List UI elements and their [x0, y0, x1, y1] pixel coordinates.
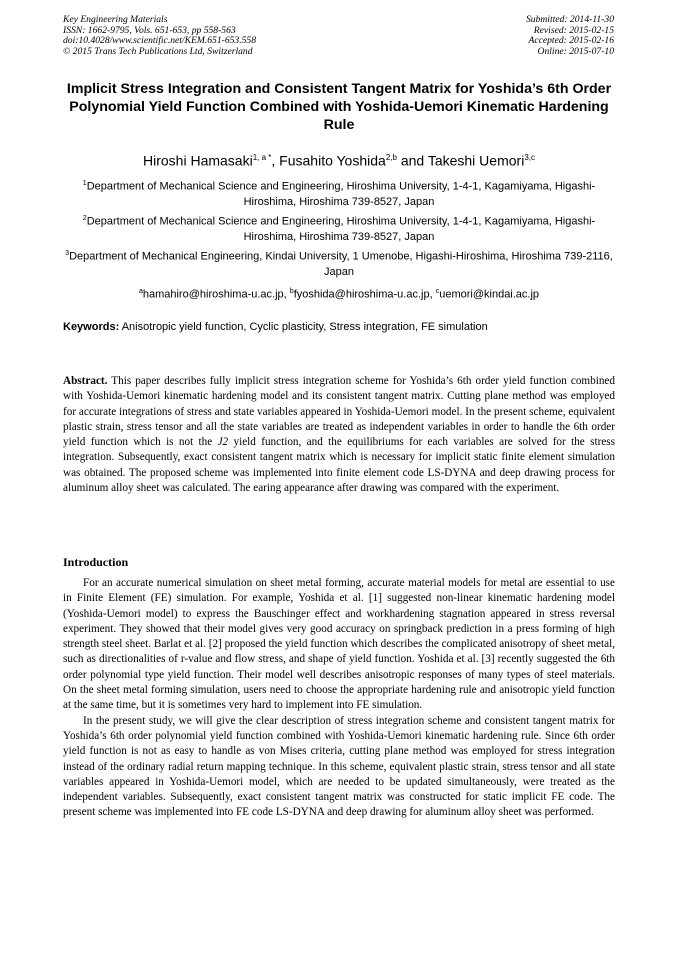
submitted-date: Submitted: 2014-11-30: [525, 14, 614, 25]
j2-symbol: J2: [217, 436, 229, 449]
abstract-text: This paper describes fully implicit stress integration scheme for Yoshida’s 6th order yield function combined with Yoshida-Uemori kinematic hardening model and its consistent tangent matrix. Cutting plane method was employed for accurate integrations of stress and state variables appeared in Yoshida-Uemori model. In the present scheme, equivalent plastic strain, stress tensor and all the state variables are treated as independent variables in order to handle the 6th order yield function which is not the: [63, 375, 615, 449]
affiliation-text: Department of Mechanical Engineering, Kindai University, 1 Umenobe, Higashi-Hiroshima, Hiroshima 739-2116, Japan: [69, 250, 613, 279]
affiliation-mark: 1: [82, 180, 87, 187]
affiliation: [63, 211, 615, 246]
email-list: $^a$hamahiro@hiroshima-u.ac.jp, $^b$fyoshida@hiroshima-u.ac.jp, $^c$uemori@kindai.ac.jp: [138, 288, 540, 301]
author-affiliation-mark: 3,c: [524, 153, 535, 162]
affiliation-mark: 2: [82, 215, 87, 222]
author-separator: ,: [271, 152, 280, 169]
email-address[interactable]: uemori@kindai.ac.jp: [439, 288, 540, 301]
author-list: [63, 149, 615, 170]
affiliation-text: Department of Mechanical Science and Engineering, Hiroshima University, 1-4-1, Kagamiyama, Higashi-Hiroshima, Hiroshima 739-8527, Japan: [86, 180, 596, 209]
journal-name: Key Engineering Materials: [63, 14, 168, 25]
author-affiliation-mark: 1, a *: [252, 153, 272, 162]
introduction-body: [63, 576, 615, 821]
email-address[interactable]: hamahiro@hiroshima-u.ac.jp: [142, 288, 284, 301]
affiliation: [63, 176, 615, 211]
introduction-heading: Introduction: [63, 555, 129, 569]
keywords-section: [63, 320, 615, 334]
keywords-text: Anisotropic yield function, Cyclic plasticity, Stress integration, FE simulation: [121, 321, 488, 333]
revised-date: Revised: 2015-02-15: [533, 24, 614, 36]
email-mark: c: [435, 288, 440, 295]
keywords-label: Keywords:: [63, 321, 120, 333]
online-date: Online: 2015-07-10: [537, 45, 614, 57]
doi-line[interactable]: doi:10.4028/www.scientific.net/KEM.651-653.558: [63, 35, 257, 47]
journal-info: [63, 15, 256, 57]
introduction-paragraph: For an accurate numerical simulation on sheet metal forming, accurate material models for metal are essential to use in Finite Element (FE) simulation. For example, Yoshida et al. [1] suggested non-linear kinematic hardening model (Yoshida-Uemori model) to express the Bauschinger effect and workhardening stagnation appeared in stress reversal experiment. They showed that their model gives very good accuracy on springback prediction in a press forming of high strength steel sheet. Barlat et al. [2] proposed the yield function which describes the complicated anisotropy of sheet metal, such as directionalities of r-value and flow stress, and shape of yield function. Yoshida et al. [3] recently suggested the 6th order polynomial type yield function. Their model well describes anisotropic responses of many types of steel materials. On the sheet metal forming simulation, users need to choose the appropriate hardening rule and anisotropic yield function at the same time, but it is sometimes very hard to implement into FE simulation.: [63, 577, 615, 712]
abstract-text-continued: yield function, and the equilibriums for each variables are solved for the stress integration. Subsequently, exact consistent tangent matrix which is necessary for implicit static finite element simulation was obtained. The proposed scheme was implemented into finite element code LS-DYNA and deep drawing process for aluminum alloy sheet was calculated. The earing appearance after drawing was compared with the experiment.: [63, 436, 615, 495]
submission-dates: [526, 15, 614, 57]
email-mark: b: [289, 288, 294, 295]
affiliation: [63, 246, 615, 281]
affiliation-mark: 3: [65, 250, 70, 257]
affiliation-text: Department of Mechanical Science and Engineering, Hiroshima University, 1-4-1, Kagamiyama, Higashi-Hiroshima, Hiroshima 739-8527, Japan: [86, 215, 596, 244]
accepted-date: Accepted: 2015-02-16: [528, 35, 614, 47]
author-name: Takeshi Uemori: [427, 152, 525, 169]
email-mark: a: [138, 288, 143, 295]
introduction-paragraph: In the present study, we will give the clear description of stress integration scheme and consistent tangent matrix for Yoshida’s 6th order polynomial yield function combined with Yoshida-Uemori kinematic hardening rule. Since 6th order yield function is not as easy to handle as von Mises criteria, cutting plane method was employed for stress integration instead of the ordinary radial return mapping technique. In this scheme, equivalent plastic strain, stress tensor and all state variables appeared in Yoshida-Uemori model, which are needed to be updated simultaneously, were treated as the independent variables. Subsequently, exact consistent tangent matrix was constructed for static implicit FE code. The present scheme was implemented into FE code LS-DYNA and deep drawing for aluminum alloy sheet was performed.: [63, 714, 615, 819]
author-affiliation-mark: 2,b: [385, 153, 397, 162]
issn-line: ISSN: 1662-9795, Vols. 651-653, pp 558-563: [63, 24, 236, 36]
email-address[interactable]: fyoshida@hiroshima-u.ac.jp: [293, 288, 430, 301]
copyright-line: © 2015 Trans Tech Publications Ltd, Switzerland: [63, 45, 253, 57]
abstract-section: [63, 374, 615, 496]
author-separator: and: [396, 152, 428, 169]
paper-title: Implicit Stress Integration and Consistent Tangent Matrix for Yoshida’s 6th Order Polynomial Yield Function Combined with Yoshida-Uemori Kinematic Hardening Rule: [66, 81, 612, 133]
author-name: Hiroshi Hamasaki: [143, 152, 253, 169]
author-name: Fusahito Yoshida: [279, 152, 386, 169]
abstract-label: Abstract.: [63, 375, 108, 387]
